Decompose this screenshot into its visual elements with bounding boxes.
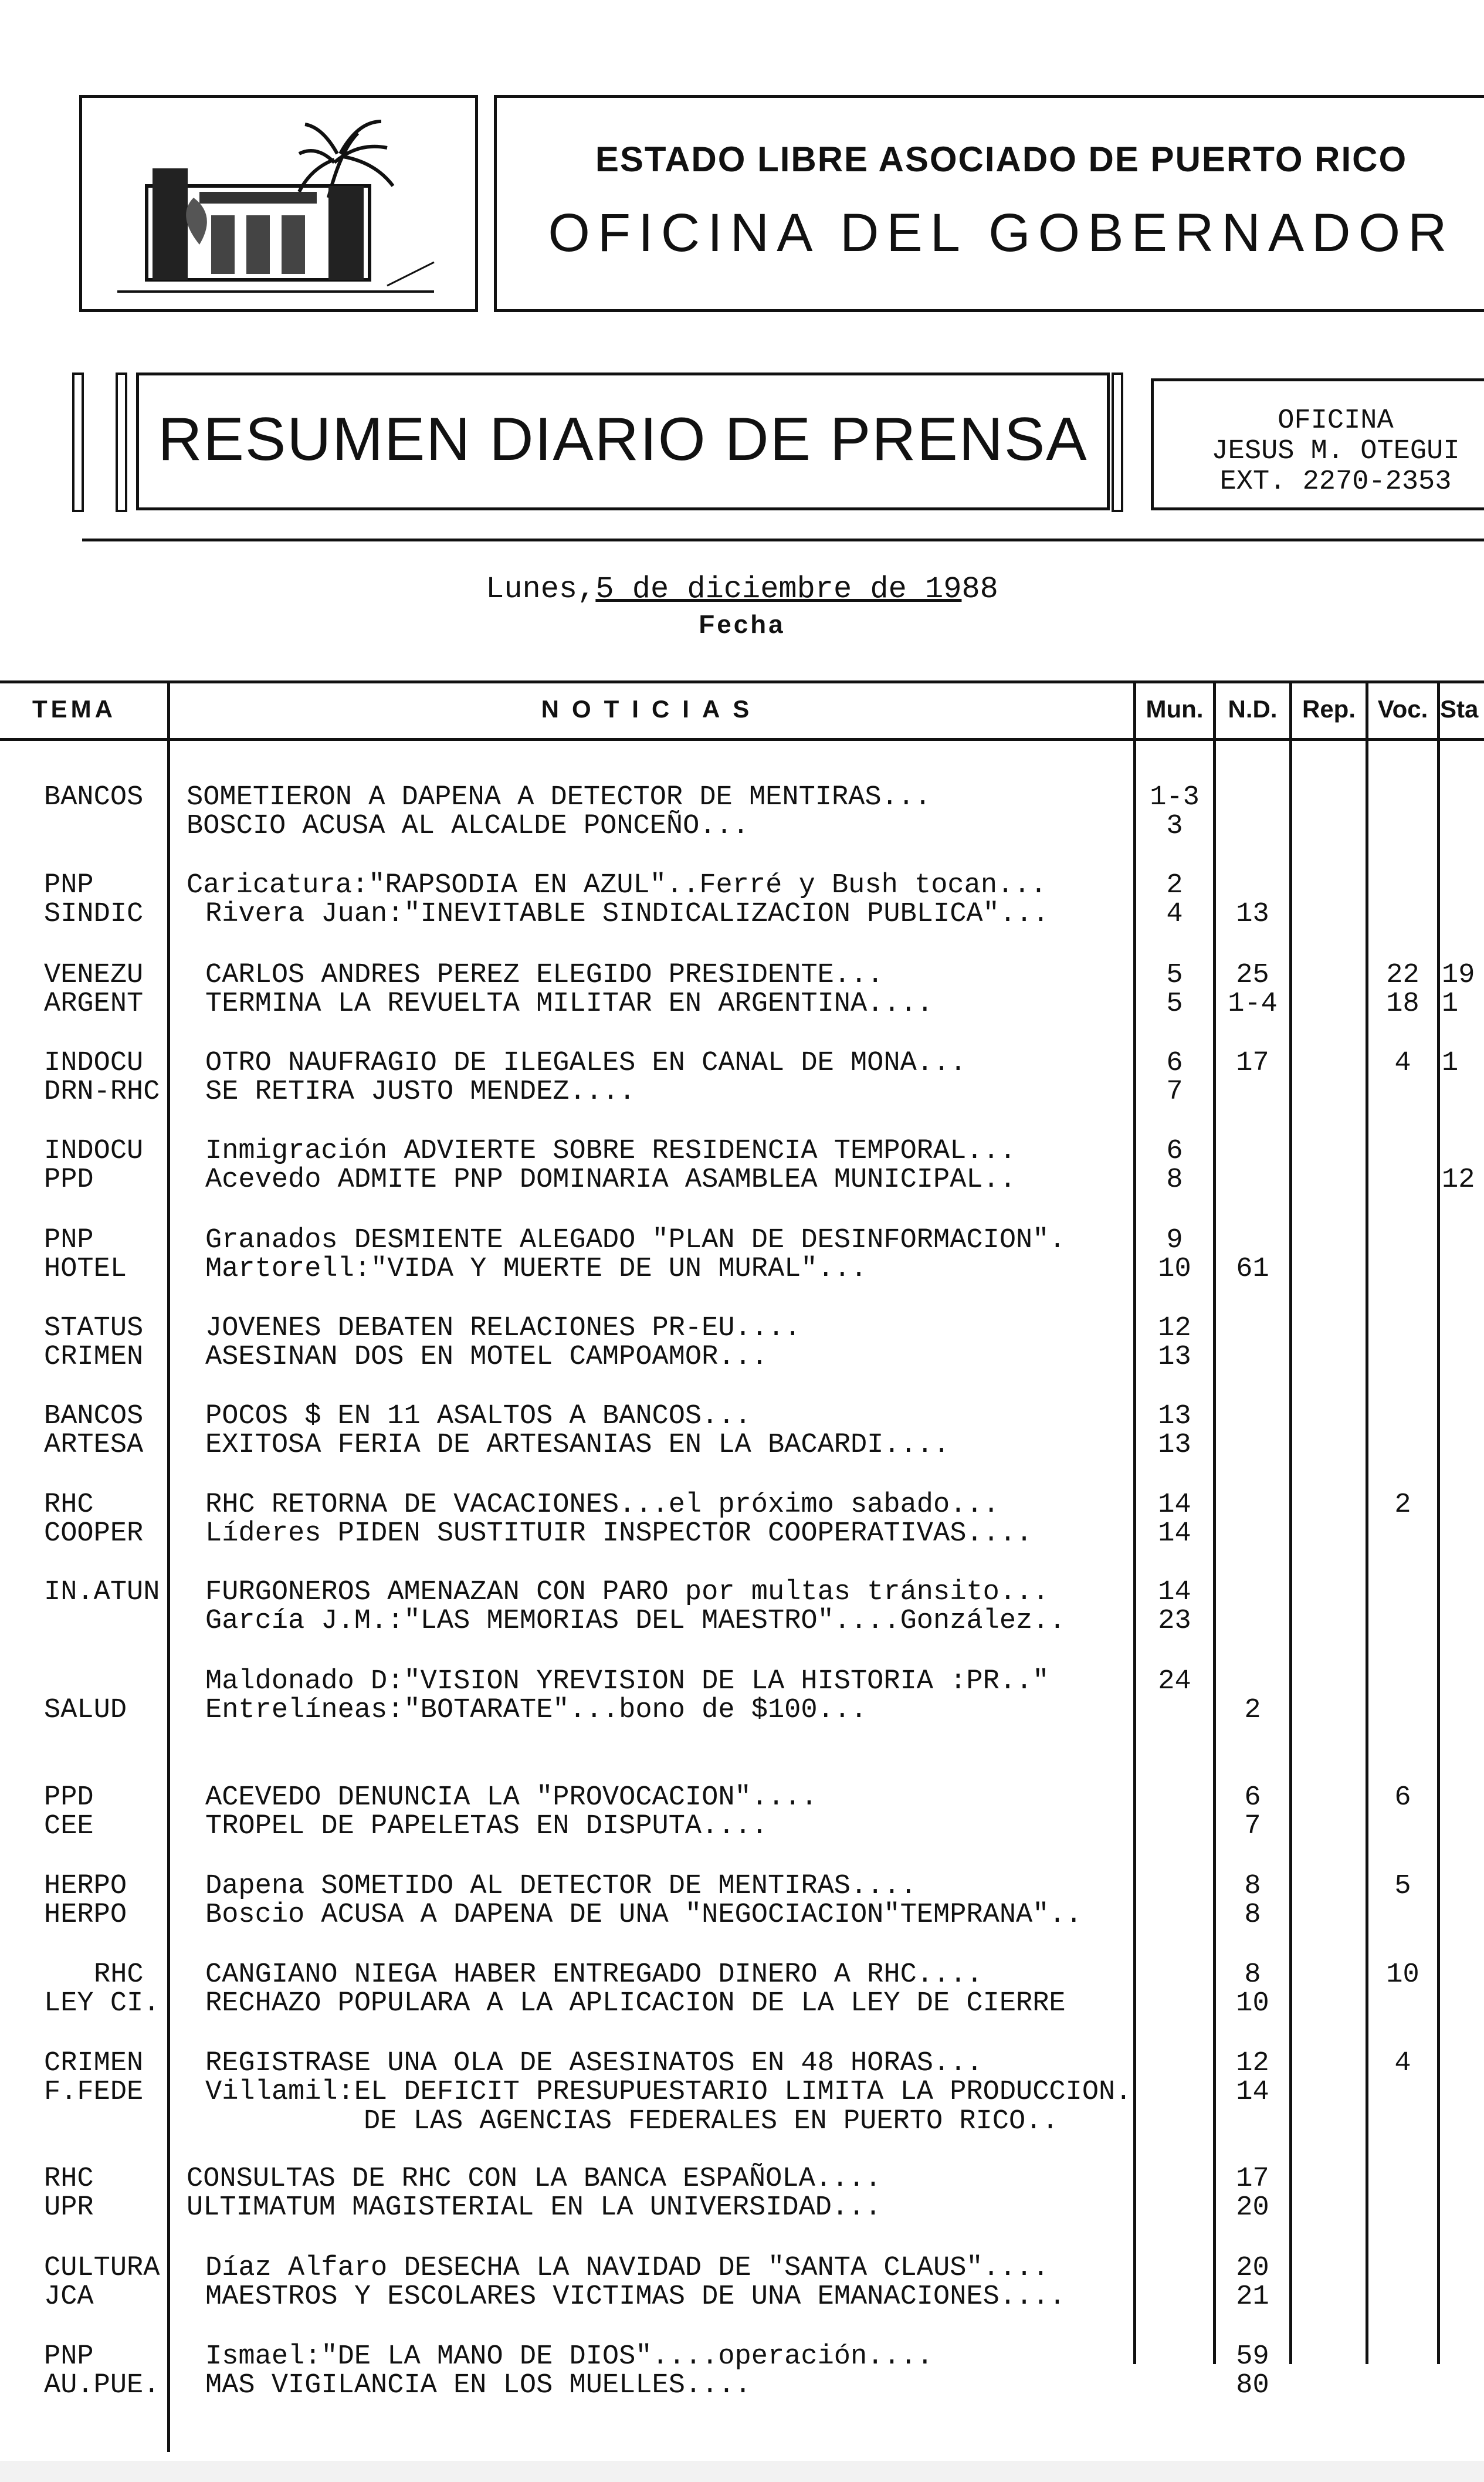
noticia-cell: ULTIMATUM MAGISTERIAL EN LA UNIVERSIDAD... — [187, 2192, 882, 2223]
noticia-cell: ASESINAN DOS EN MOTEL CAMPOAMOR... — [205, 1342, 768, 1373]
nd-cell: 17 — [1236, 1048, 1269, 1079]
mun-cell: 24 — [1158, 1666, 1191, 1697]
mun-cell: 7 — [1166, 1076, 1183, 1108]
noticia-cell: Ismael:"DE LA MANO DE DIOS"....operación.... — [205, 2341, 934, 2372]
noticia-cell: DE LAS AGENCIAS FEDERALES EN PUERTO RICO.. — [364, 2106, 1059, 2137]
mun-cell: 8 — [1166, 1164, 1183, 1196]
sta-cell: 19 — [1442, 960, 1475, 991]
tema-cell: PPD — [44, 1166, 94, 1195]
nd-cell: 20 — [1236, 2253, 1269, 2284]
agency-name: ESTADO LIBRE ASOCIADO DE PUERTO RICO — [595, 140, 1408, 179]
mun-cell: 5 — [1166, 988, 1183, 1020]
mun-cell: 9 — [1166, 1225, 1183, 1256]
tema-cell: F.FEDE — [44, 2078, 144, 2107]
nd-cell: 17 — [1236, 2163, 1269, 2195]
noticia-cell: CANGIANO NIEGA HABER ENTREGADO DINERO A RHC.... — [205, 1959, 983, 1990]
noticia-cell: Dapena SOMETIDO AL DETECTOR DE MENTIRAS.... — [205, 1871, 917, 1902]
nd-cell: 8 — [1244, 1959, 1261, 1990]
nd-column-rule — [1213, 680, 1216, 2364]
tema-cell: DRN-RHC — [44, 1078, 160, 1107]
tema-cell: CRIMEN — [44, 2049, 144, 2078]
nd-cell: 25 — [1236, 960, 1269, 991]
nd-cell: 20 — [1236, 2192, 1269, 2223]
tema-cell: PNP — [44, 871, 94, 900]
tema-cell: RHC — [44, 1491, 94, 1520]
tema-cell: UPR — [44, 2193, 94, 2223]
nd-cell: 13 — [1236, 899, 1269, 930]
date-tail: 88 — [961, 572, 998, 607]
mun-cell: 1-3 — [1150, 782, 1200, 813]
tema-cell: RHC — [94, 1960, 144, 1990]
table-header-rule — [0, 738, 1484, 741]
noticia-cell: Caricatura:"RAPSODIA EN AZUL"..Ferré y Bush tocan... — [187, 870, 1047, 901]
nd-cell: 2 — [1244, 1695, 1261, 1726]
mun-cell: 3 — [1166, 811, 1183, 842]
tema-cell: LEY CI. — [44, 1989, 160, 2019]
noticia-cell: Maldonado D:"VISION YREVISION DE LA HISTORIA :PR.." — [205, 1666, 1049, 1697]
noticia-cell: TERMINA LA REVUELTA MILITAR EN ARGENTINA.... — [205, 988, 934, 1020]
voc-column-rule — [1366, 680, 1368, 2364]
sta-cell: 1 — [1442, 1048, 1459, 1079]
noticia-cell: ACEVEDO DENUNCIA LA "PROVOCACION".... — [205, 1782, 818, 1813]
tema-cell: PPD — [44, 1783, 94, 1813]
mun-cell: 2 — [1166, 870, 1183, 901]
tema-cell: SALUD — [44, 1696, 127, 1725]
noticia-cell: REGISTRASE UNA OLA DE ASESINATOS EN 48 HORAS... — [205, 2048, 983, 2079]
summary-title: RESUMEN DIARIO DE PRENSA — [158, 405, 1088, 473]
rep-column-rule — [1289, 680, 1292, 2364]
tema-cell: HERPO — [44, 1901, 127, 1930]
voc-cell: 18 — [1386, 988, 1419, 1020]
noticia-cell: SE RETIRA JUSTO MENDEZ.... — [205, 1076, 636, 1108]
noticia-cell: Boscio ACUSA A DAPENA DE UNA "NEGOCIACION"TEMPRANA".. — [205, 1899, 1082, 1931]
noticia-cell: Líderes PIDEN SUSTITUIR INSPECTOR COOPERATIVAS.... — [205, 1518, 1033, 1549]
mun-cell: 6 — [1166, 1048, 1183, 1079]
tema-cell: INDOCU — [44, 1049, 144, 1078]
column-header-voc: Voc. — [1377, 695, 1428, 723]
nd-cell: 8 — [1244, 1871, 1261, 1902]
date-weekday: Lunes, — [486, 572, 596, 607]
column-header-nd: N.D. — [1228, 695, 1278, 723]
tema-cell: VENEZU — [44, 961, 144, 990]
mun-cell: 13 — [1158, 1430, 1191, 1461]
noticia-cell: OTRO NAUFRAGIO DE ILEGALES EN CANAL DE MONA... — [205, 1048, 967, 1079]
tema-cell: STATUS — [44, 1314, 144, 1343]
tema-cell: PNP — [44, 1226, 94, 1255]
column-header-tema: TEMA — [32, 695, 116, 723]
page-edge — [0, 2461, 1484, 2482]
mun-cell: 6 — [1166, 1136, 1183, 1167]
sta-cell: 12 — [1442, 1164, 1475, 1196]
nd-cell: 14 — [1236, 2077, 1269, 2108]
tema-cell: CRIMEN — [44, 1343, 144, 1372]
mun-cell: 13 — [1158, 1401, 1191, 1432]
table-top-rule — [0, 680, 1484, 683]
decorative-bar — [116, 373, 127, 512]
tema-cell: ARTESA — [44, 1431, 144, 1460]
noticia-cell: Granados DESMIENTE ALEGADO "PLAN DE DESINFORMACION". — [205, 1225, 1066, 1256]
noticia-cell: Villamil:EL DEFICIT PRESUPUESTARIO LIMITA LA PRODUCCION. — [205, 2077, 1132, 2108]
nd-cell: 80 — [1236, 2370, 1269, 2401]
government-building-logo — [82, 98, 475, 309]
noticia-cell: RECHAZO POPULARA A LA APLICACION DE LA LEY DE CIERRE — [205, 1988, 1066, 2019]
noticia-cell: EXITOSA FERIA DE ARTESANIAS EN LA BACARDI.... — [205, 1430, 950, 1461]
voc-cell: 10 — [1386, 1959, 1419, 1990]
noticia-cell: Inmigración ADVIERTE SOBRE RESIDENCIA TEMPORAL... — [205, 1136, 1017, 1167]
noticia-cell: Acevedo ADMITE PNP DOMINARIA ASAMBLEA MUNICIPAL.. — [205, 1164, 1017, 1196]
noticia-cell: SOMETIERON A DAPENA A DETECTOR DE MENTIRAS... — [187, 782, 931, 813]
tema-cell: HOTEL — [44, 1255, 127, 1284]
nd-cell: 7 — [1244, 1811, 1261, 1842]
office-name: OFICINA DEL GOBERNADOR — [548, 203, 1455, 263]
contact-line: OFICINA — [1278, 405, 1394, 436]
column-header-noticias: NOTICIAS — [541, 695, 763, 723]
voc-cell: 4 — [1394, 2048, 1411, 2079]
noticia-cell: POCOS $ EN 11 ASALTOS A BANCOS... — [205, 1401, 751, 1432]
logo-box — [79, 95, 478, 312]
tema-column-rule — [167, 680, 170, 2452]
nd-cell: 21 — [1236, 2281, 1269, 2312]
mun-cell: 5 — [1166, 960, 1183, 991]
nd-cell: 12 — [1236, 2048, 1269, 2079]
noticia-cell: TROPEL DE PAPELETAS EN DISPUTA.... — [205, 1811, 768, 1842]
mun-cell: 12 — [1158, 1313, 1191, 1344]
column-header-sta: Sta — [1440, 695, 1479, 723]
column-header-mun: Mun. — [1146, 695, 1204, 723]
tema-cell: RHC — [44, 2165, 94, 2194]
mun-cell: 13 — [1158, 1342, 1191, 1373]
noticia-cell: García J.M.:"LAS MEMORIAS DEL MAESTRO"....González.. — [205, 1606, 1066, 1637]
voc-cell: 22 — [1386, 960, 1419, 991]
nd-cell: 59 — [1236, 2341, 1269, 2372]
mun-cell: 4 — [1166, 899, 1183, 930]
tema-cell: CEE — [44, 1812, 94, 1841]
summary-banner — [136, 373, 1110, 510]
nd-cell: 8 — [1244, 1899, 1261, 1931]
contact-box — [1151, 378, 1484, 510]
title-box — [494, 95, 1484, 312]
tema-cell: INDOCU — [44, 1137, 144, 1166]
nd-cell: 6 — [1244, 1782, 1261, 1813]
tema-cell: BANCOS — [44, 1402, 144, 1431]
mun-cell: 23 — [1158, 1606, 1191, 1637]
sta-cell: 1 — [1442, 988, 1459, 1020]
voc-cell: 6 — [1394, 1782, 1411, 1813]
decorative-bar — [1112, 373, 1123, 512]
noticia-cell: CARLOS ANDRES PEREZ ELEGIDO PRESIDENTE... — [205, 960, 884, 991]
noticia-cell: Rivera Juan:"INEVITABLE SINDICALIZACION PUBLICA"... — [205, 899, 1049, 930]
nd-cell: 61 — [1236, 1254, 1269, 1285]
tema-cell: ARGENT — [44, 990, 144, 1019]
tema-cell: BANCOS — [44, 783, 144, 812]
noticia-cell: BOSCIO ACUSA AL ALCALDE PONCEÑO... — [187, 811, 749, 842]
contact-line: EXT. 2270-2353 — [1219, 466, 1452, 497]
decorative-bar — [72, 373, 84, 512]
mun-cell: 10 — [1158, 1254, 1191, 1285]
noticia-cell: MAESTROS Y ESCOLARES VICTIMAS DE UNA EMANACIONES.... — [205, 2281, 1066, 2312]
sta-column-rule — [1437, 680, 1440, 2364]
tema-cell: COOPER — [44, 1519, 144, 1549]
noticia-cell: Martorell:"VIDA Y MUERTE DE UN MURAL"... — [205, 1254, 868, 1285]
divider — [82, 539, 1484, 541]
date-line — [0, 572, 1484, 607]
noticia-cell: CONSULTAS DE RHC CON LA BANCA ESPAÑOLA.... — [187, 2163, 882, 2195]
nd-cell: 1-4 — [1228, 988, 1278, 1020]
noticia-cell: MAS VIGILANCIA EN LOS MUELLES.... — [205, 2370, 751, 2401]
tema-cell: IN.ATUN — [44, 1578, 160, 1607]
noticia-cell: Entrelíneas:"BOTARATE"...bono de $100... — [205, 1695, 868, 1726]
noticia-cell: JOVENES DEBATEN RELACIONES PR-EU.... — [205, 1313, 801, 1344]
date-value: 5 de diciembre de 19 — [595, 572, 962, 607]
noticia-cell: RHC RETORNA DE VACACIONES...el próximo sabado... — [205, 1489, 1000, 1521]
tema-cell: AU.PUE. — [44, 2371, 160, 2400]
date-label: Fecha — [699, 610, 785, 639]
noticia-cell: FURGONEROS AMENAZAN CON PARO por multas tránsito... — [205, 1577, 1049, 1608]
tema-cell: CULTURA — [44, 2254, 160, 2283]
tema-cell: JCA — [44, 2283, 94, 2312]
column-header-rep: Rep. — [1302, 695, 1356, 723]
mun-cell: 14 — [1158, 1489, 1191, 1521]
nd-cell: 10 — [1236, 1988, 1269, 2019]
contact-line: JESUS M. OTEGUI — [1211, 436, 1460, 467]
mun-cell: 14 — [1158, 1577, 1191, 1608]
voc-cell: 5 — [1394, 1871, 1411, 1902]
tema-cell: HERPO — [44, 1872, 127, 1901]
tema-cell: SINDIC — [44, 900, 144, 929]
voc-cell: 2 — [1394, 1489, 1411, 1521]
noticia-cell: Díaz Alfaro DESECHA LA NAVIDAD DE "SANTA CLAUS".... — [205, 2253, 1049, 2284]
mun-cell: 14 — [1158, 1518, 1191, 1549]
voc-cell: 4 — [1394, 1048, 1411, 1079]
tema-cell: PNP — [44, 2342, 94, 2372]
